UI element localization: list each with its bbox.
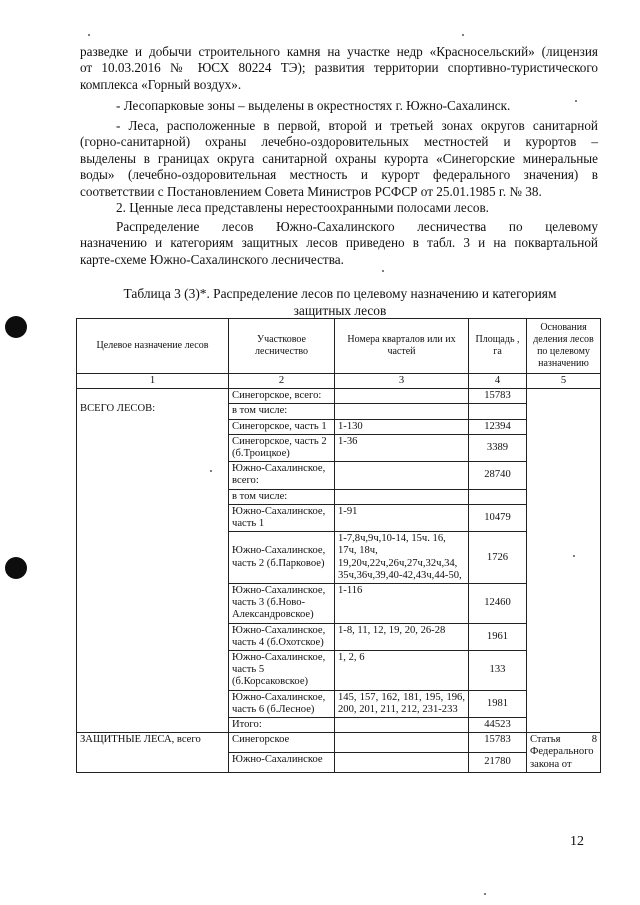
header-cell: Номера кварталов или их частей: [335, 319, 469, 374]
paragraph-forest-park-zones: - Лесопарковые зоны – выделены в окрестностях г. Южно-Сахалинск.: [116, 98, 511, 113]
table-row: [77, 733, 601, 753]
scan-speck: [210, 470, 212, 472]
header-cell: Участковое лесничество: [229, 319, 335, 374]
district-cell: Южно-Сахалинское, часть 5 (б.Корсаковское): [229, 651, 335, 691]
text-line: от 10.03.2016 № ЮСХ 80224 ТЭ); развития территории спортивно-туристического: [80, 60, 598, 76]
paragraph-valuable-forests: 2. Ценные леса представлены нерестоохранными полосами лесов.: [116, 200, 489, 215]
basis-cell: [527, 389, 601, 733]
header-cell: Основания деления лесов по целевому назначению: [527, 319, 601, 374]
area-cell: 15783: [469, 389, 527, 404]
quarters-cell: 1-130: [335, 419, 469, 434]
text-line: соответствии с Постановлением Совета Министров РСФСР от 25.01.1985 г. № 38.: [80, 183, 542, 199]
column-number: 3: [335, 374, 469, 389]
area-cell: 12460: [469, 584, 527, 624]
text-line: разведке и добычи строительного камня на участке недр «Красносельский» (лицензия: [80, 44, 598, 59]
paragraph-distribution: [80, 219, 598, 268]
paragraph-license: [80, 44, 598, 93]
total-label: Итого:: [229, 718, 335, 733]
district-cell: Южно-Сахалинское, часть 6 (б.Лесное): [229, 690, 335, 717]
quarters-cell: 1-91: [335, 504, 469, 531]
scan-speck: [573, 555, 575, 557]
district-cell: Южно-Сахалинское: [229, 753, 335, 773]
quarters-cell: [335, 753, 469, 773]
area-cell: 1961: [469, 623, 527, 650]
area-cell: [469, 489, 527, 504]
text-line: комплекса «Горный воздух».: [80, 76, 242, 92]
header-cell: Целевое назначение лесов: [77, 319, 229, 374]
area-cell: 15783: [469, 733, 527, 753]
quarters-cell: 1-8, 11, 12, 19, 20, 26-28: [335, 623, 469, 650]
quarters-cell: 1-7,8ч,9ч,10-14, 15ч. 16, 17ч, 18ч, 19,20ч,22ч,26ч,27ч,32ч,34, 35ч,36ч,39,40-42,43ч,44-50,: [335, 532, 469, 584]
total-area: 44523: [469, 718, 527, 733]
area-cell: 1981: [469, 690, 527, 717]
quarters-cell: 1, 2, 6: [335, 651, 469, 691]
scan-speck: [88, 34, 90, 36]
column-number: 5: [527, 374, 601, 389]
area-cell: 10479: [469, 504, 527, 531]
all-forests-label: ВСЕГО ЛЕСОВ:: [77, 389, 229, 733]
quarters-cell: [335, 389, 469, 404]
punch-hole: [5, 557, 27, 579]
area-cell: 12394: [469, 419, 527, 434]
area-cell: 1726: [469, 532, 527, 584]
district-cell: Синегорское: [229, 733, 335, 753]
area-cell: 133: [469, 651, 527, 691]
district-cell: Южно-Сахалинское, часть 3 (б.Ново-Александровское): [229, 584, 335, 624]
district-cell: Южно-Сахалинское, часть 4 (б.Охотское): [229, 623, 335, 650]
column-number: 2: [229, 374, 335, 389]
table-caption: [100, 285, 580, 319]
district-cell: Синегорское, часть 1: [229, 419, 335, 434]
quarters-cell: [335, 462, 469, 489]
table-header-row: [77, 319, 601, 374]
district-cell: в том числе:: [229, 404, 335, 419]
protective-forests-label: ЗАЩИТНЫЕ ЛЕСА, всего: [77, 733, 229, 773]
district-cell: Синегорское, всего:: [229, 389, 335, 404]
text-line: - Леса, расположенные в первой, второй и третьей зонах округов санитарной: [116, 118, 598, 133]
quarters-cell: [335, 733, 469, 753]
area-cell: 28740: [469, 462, 527, 489]
text-line: (горно-санитарной) охраны лечебно-оздоровительных местностей и курортов –: [80, 134, 598, 150]
page-number: 12: [570, 834, 584, 849]
text-line: Распределение лесов Южно-Сахалинского лесничества по целевому: [116, 219, 598, 234]
text-line: воды» (лечебно-оздоровительная местность и курорт федерального значения) в: [80, 167, 598, 183]
column-number-row: [77, 374, 601, 389]
quarters-cell: [335, 489, 469, 504]
area-cell: 3389: [469, 434, 527, 461]
text-line: карте-схеме Южно-Сахалинского лесничества.: [80, 251, 344, 267]
column-number: 4: [469, 374, 527, 389]
caption-line: Таблица 3 (3)*. Распределение лесов по целевому назначению и категориям: [123, 286, 557, 301]
punch-hole: [5, 316, 27, 338]
scan-speck: [462, 34, 464, 36]
scan-speck: [382, 270, 384, 272]
district-cell: Южно-Сахалинское, часть 2 (б.Парковое): [229, 532, 335, 584]
district-cell: в том числе:: [229, 489, 335, 504]
quarters-cell: 145, 157, 162, 181, 195, 196, 200, 201, 211, 212, 231-233: [335, 690, 469, 717]
scan-speck: [484, 893, 486, 895]
area-cell: [469, 404, 527, 419]
caption-line: защитных лесов: [293, 303, 387, 318]
text-line: назначению и категориям защитных лесов приведено в табл. 3 и на поквартальной: [80, 235, 598, 251]
district-cell: Синегорское, часть 2 (б.Троицкое): [229, 434, 335, 461]
column-number: 1: [77, 374, 229, 389]
quarters-cell: [335, 718, 469, 733]
paragraph-sanitary-zones: [80, 118, 598, 200]
district-cell: Южно-Сахалинское, часть 1: [229, 504, 335, 531]
quarters-cell: [335, 404, 469, 419]
quarters-cell: 1-116: [335, 584, 469, 624]
district-cell: Южно-Сахалинское, всего:: [229, 462, 335, 489]
basis-cell: Статья 8 Федерального закона от: [527, 733, 601, 773]
text-line: выделены в границах округа санитарной охраны курорта «Синегорские минеральные: [80, 150, 598, 166]
header-cell: Площадь , га: [469, 319, 527, 374]
forest-distribution-table: [76, 318, 601, 773]
table-row: [77, 389, 601, 404]
area-cell: 21780: [469, 753, 527, 773]
quarters-cell: 1-36: [335, 434, 469, 461]
scan-speck: [575, 100, 577, 102]
